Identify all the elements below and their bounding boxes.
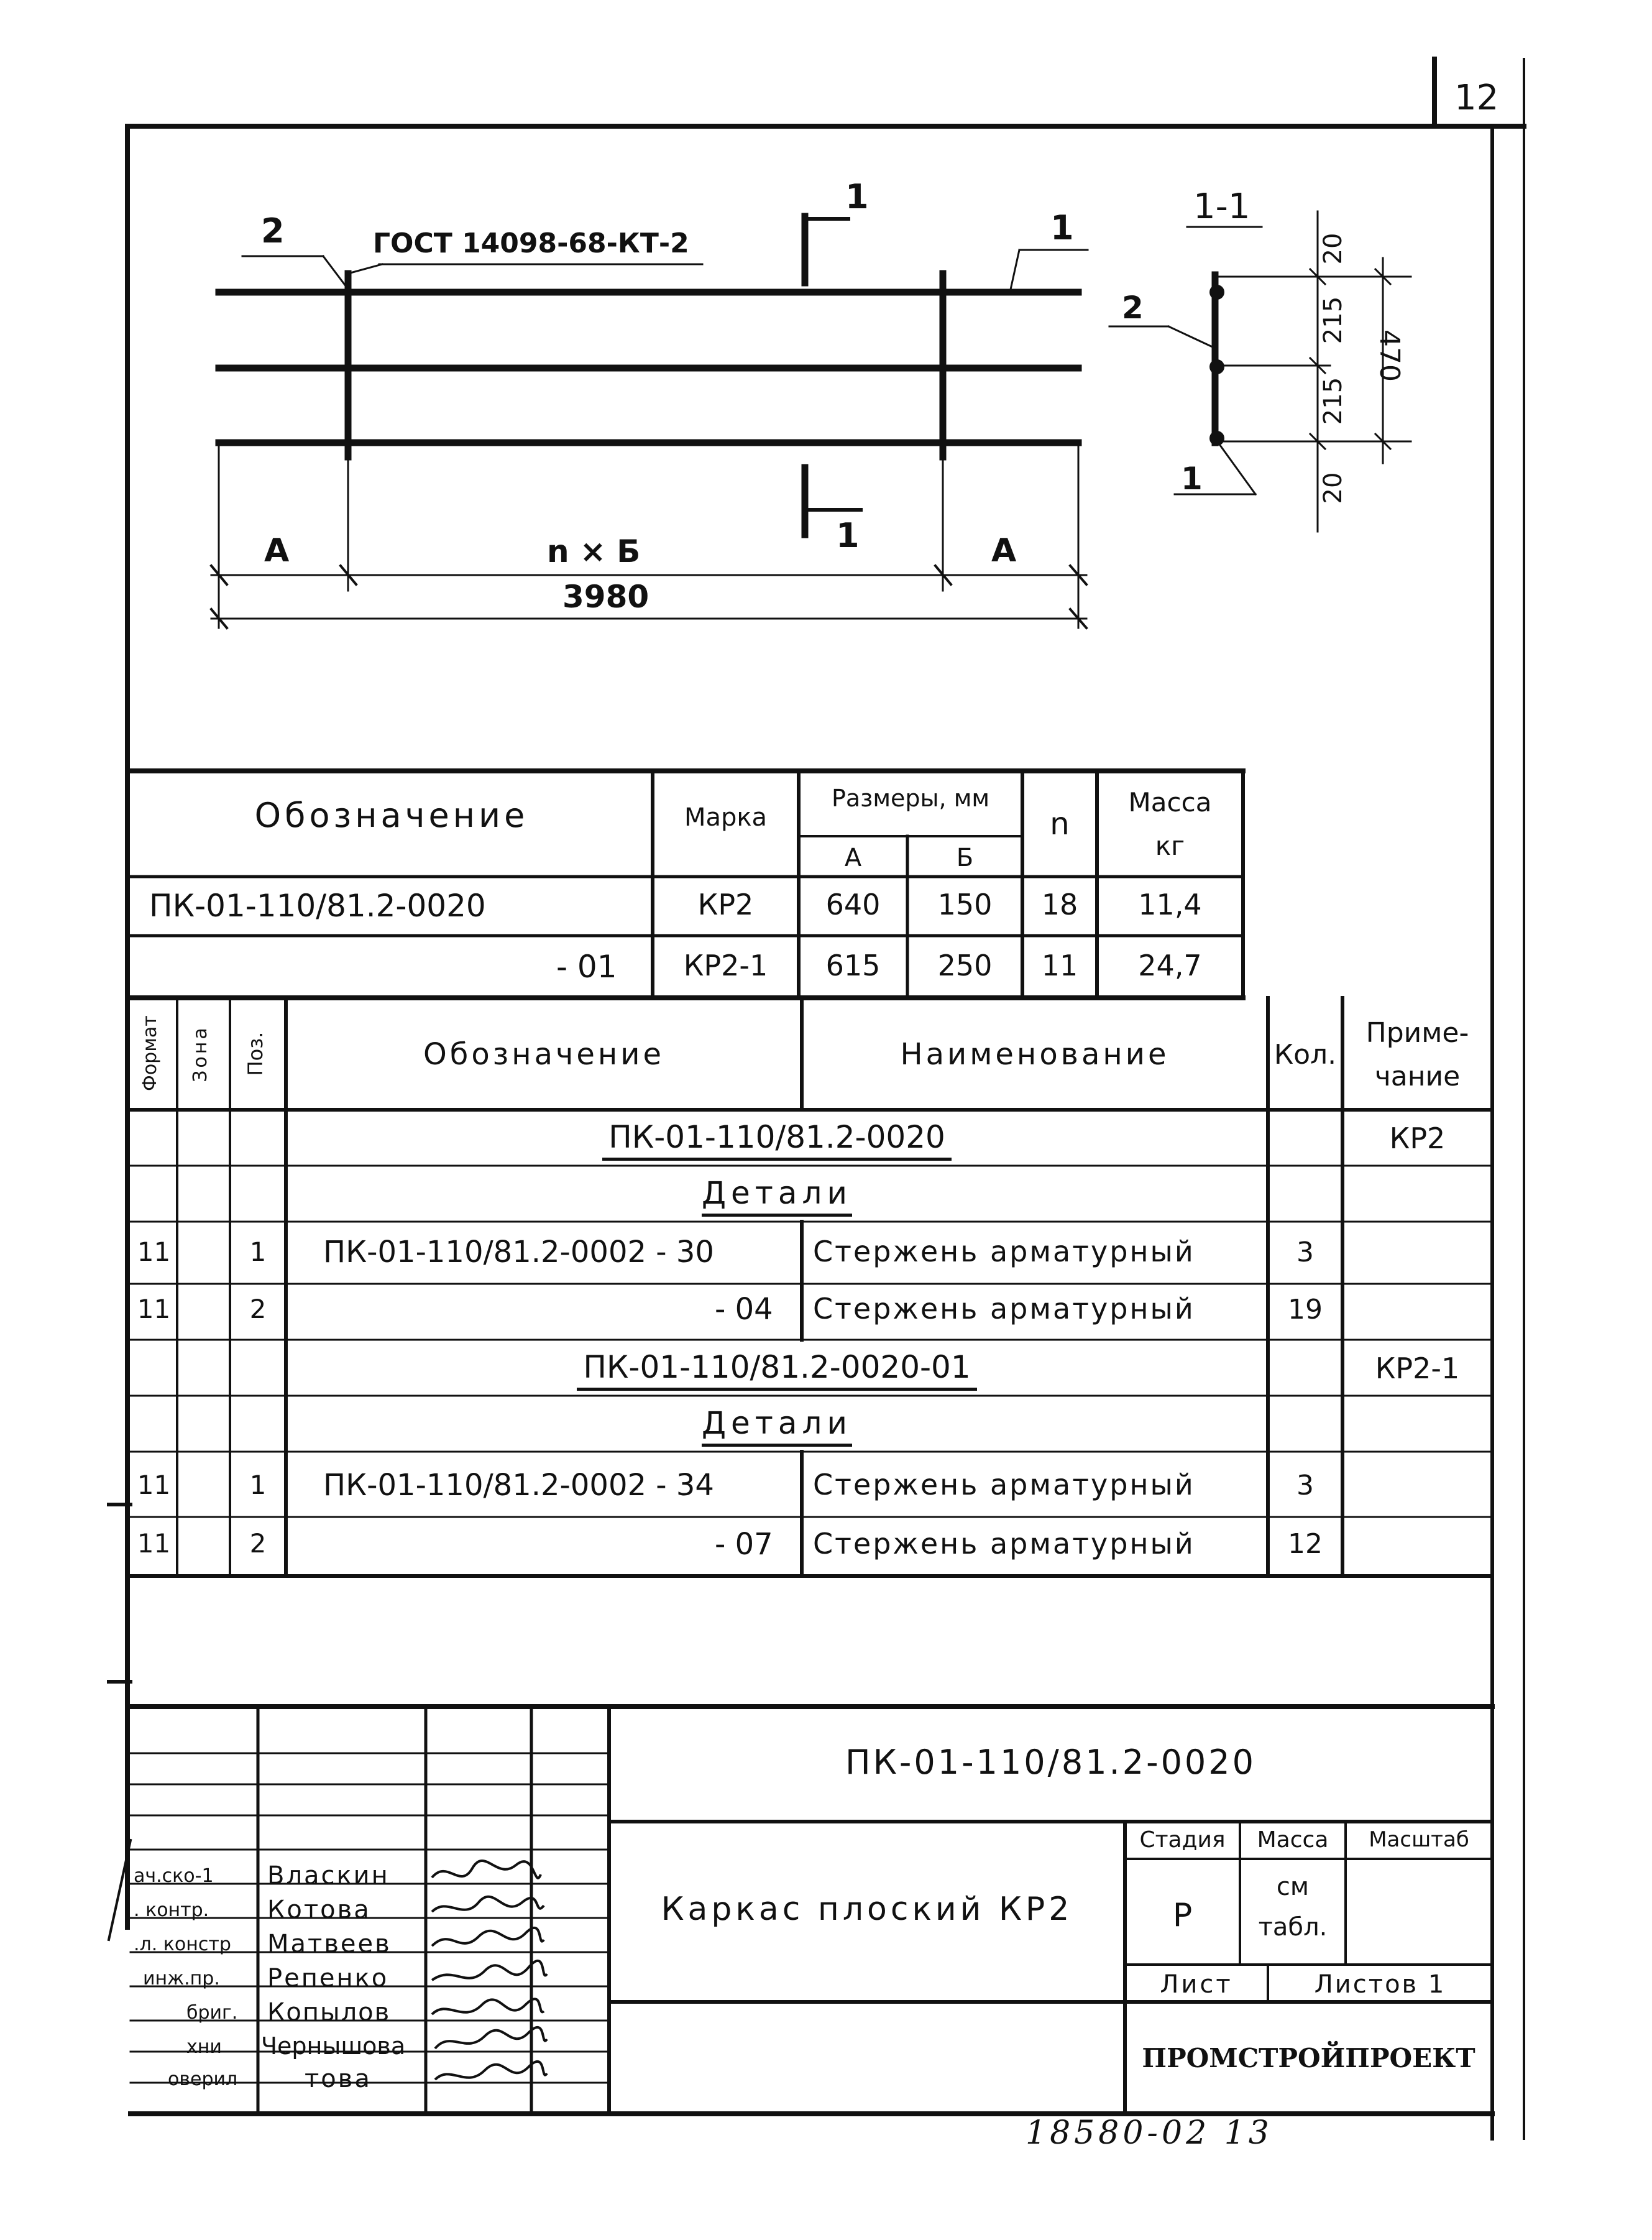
section-dim-mid-2: 215	[1319, 377, 1347, 425]
t2-header-zone: Зона	[190, 1025, 211, 1082]
t2-group1-title: ПК-01-110/81.2-0020	[602, 1119, 952, 1161]
t1-row-b: 250	[937, 949, 993, 982]
t2-row-pos: 2	[249, 1294, 267, 1324]
t1-header-size-a: А	[844, 844, 862, 872]
dimension-a-left: А	[264, 532, 290, 569]
t1-header-mass: Масса	[1128, 787, 1212, 818]
t2-row-qty: 3	[1296, 1470, 1314, 1501]
section-title: 1-1	[1193, 187, 1250, 227]
title-block-title: Каркас плоский КР2	[661, 1891, 1073, 1928]
t2-row-name: Стержень арматурный	[813, 1292, 1195, 1325]
t1-row-a: 615	[825, 949, 881, 982]
t2-header-designation: Обозначение	[423, 1037, 665, 1072]
t2-row-format: 11	[137, 1470, 171, 1500]
title-block-code: ПК-01-110/81.2-0020	[845, 1743, 1257, 1782]
t2-group2-note: КР2-1	[1375, 1352, 1460, 1385]
t2-group2-section: Детали	[702, 1405, 852, 1447]
t1-header-designation: Обозначение	[254, 796, 529, 835]
position-label-1: 1	[1050, 208, 1074, 247]
t1-row-designation: ПК-01-110/81.2-0020	[149, 888, 486, 924]
section-position-1: 1	[1181, 461, 1203, 497]
t2-row-pos: 2	[249, 1528, 267, 1559]
t1-row-n: 18	[1041, 888, 1078, 921]
t2-header-note-1: Приме-	[1365, 1017, 1469, 1049]
signatures	[432, 1861, 547, 2080]
t1-row-b: 150	[937, 888, 993, 921]
t1-header-mass-unit: кг	[1155, 831, 1185, 861]
gost-label: ГОСТ 14098-68-КТ-2	[373, 228, 689, 259]
t2-row-name: Стержень арматурный	[813, 1468, 1195, 1501]
t2-row-pos: 1	[249, 1237, 267, 1267]
staff-name: Котова	[267, 1896, 371, 1924]
staff-role: оверил	[168, 2068, 238, 2090]
t2-row-pos: 1	[249, 1470, 267, 1500]
staff-role: хни	[186, 2036, 222, 2058]
staff-role: бриг.	[186, 2002, 238, 2024]
t2-row-format: 11	[137, 1528, 171, 1559]
mass-label: Масса	[1257, 1827, 1329, 1853]
staff-name: Чернышова	[261, 2032, 406, 2060]
t2-group2-section-wrap	[286, 1405, 1268, 1447]
section-dim-bottom: 20	[1319, 472, 1347, 504]
t2-header-pos: Поз.	[244, 1031, 267, 1076]
t1-row-designation: - 01	[556, 949, 617, 985]
staff-role: .л. констр	[134, 1933, 231, 1955]
t1-row-n: 11	[1041, 949, 1078, 982]
position-label-2: 2	[261, 211, 285, 251]
t2-row-name: Стержень арматурный	[813, 1527, 1195, 1560]
sheet-label: Лист	[1160, 1970, 1233, 1999]
sheets-label: Листов 1	[1314, 1970, 1446, 1999]
t2-header-name: Наименование	[900, 1037, 1170, 1072]
stage-value: Р	[1172, 1897, 1193, 1934]
archive-number: 18580-02 13	[1026, 2114, 1273, 2152]
section-position-2: 2	[1122, 290, 1144, 326]
t2-header-format: Формат	[139, 1015, 161, 1091]
staff-role: инж.пр.	[143, 1968, 220, 1989]
t1-row-mass: 24,7	[1138, 949, 1202, 982]
t1-row-mark: КР2-1	[683, 949, 768, 982]
t2-group1-section-wrap	[286, 1175, 1268, 1217]
staff-name: Копылов	[267, 1998, 391, 2027]
section-mark-top: 1	[845, 177, 869, 216]
t2-row-qty: 19	[1288, 1294, 1323, 1325]
sheet-number: 12	[1454, 78, 1499, 118]
t1-header-sizes: Размеры, мм	[831, 785, 990, 812]
mass-value-1: см	[1276, 1873, 1310, 1901]
t1-row-mark: КР2	[697, 888, 754, 921]
section-mark-bottom: 1	[836, 516, 860, 555]
t2-row-qty: 12	[1288, 1528, 1323, 1560]
scale-label: Масштаб	[1369, 1827, 1469, 1852]
t2-row-designation: - 04	[715, 1292, 773, 1327]
t2-row-format: 11	[137, 1237, 171, 1267]
t2-group2-title: ПК-01-110/81.2-0020-01	[577, 1349, 976, 1391]
t2-row-name: Стержень арматурный	[813, 1235, 1195, 1268]
t1-header-n: n	[1050, 806, 1070, 842]
t2-group2-title-wrap	[286, 1349, 1268, 1391]
t2-row-designation: - 07	[715, 1527, 773, 1562]
dimension-total: 3980	[562, 579, 649, 615]
t2-row-designation: ПК-01-110/81.2-0002 - 34	[323, 1468, 714, 1503]
t2-header-note-2: чание	[1374, 1061, 1461, 1092]
staff-name: Власкин	[267, 1861, 390, 1890]
t1-header-size-b: Б	[956, 844, 974, 872]
section-dim-top: 20	[1319, 233, 1347, 265]
staff-role: . контр.	[134, 1899, 209, 1921]
staff-name: Репенко	[267, 1964, 389, 1993]
t2-row-designation: ПК-01-110/81.2-0002 - 30	[323, 1235, 714, 1270]
organization: ПРОМСТРОЙПРОЕКТ	[1142, 2043, 1475, 2073]
t1-row-a: 640	[825, 888, 881, 921]
dimension-a-right: А	[991, 532, 1017, 569]
t2-group1-section: Детали	[702, 1175, 852, 1217]
t2-header-qty: Кол.	[1273, 1039, 1337, 1071]
t1-header-mark: Марка	[684, 803, 768, 832]
t2-row-qty: 3	[1296, 1237, 1314, 1268]
staff-name: Матвеев	[267, 1930, 392, 1958]
stage-label: Стадия	[1139, 1827, 1226, 1853]
staff-name: това	[305, 2065, 372, 2093]
t1-row-mass: 11,4	[1138, 888, 1202, 921]
dimension-n-x-b: n × Б	[547, 533, 641, 569]
mass-value-2: табл.	[1258, 1913, 1328, 1942]
t2-group1-title-wrap	[286, 1119, 1268, 1161]
section-dim-total: 470	[1374, 330, 1405, 382]
section-dim-mid-1: 215	[1319, 296, 1347, 344]
t2-group1-note: КР2	[1389, 1122, 1446, 1155]
staff-role: ач.ско-1	[134, 1865, 214, 1887]
t2-row-format: 11	[137, 1294, 171, 1324]
